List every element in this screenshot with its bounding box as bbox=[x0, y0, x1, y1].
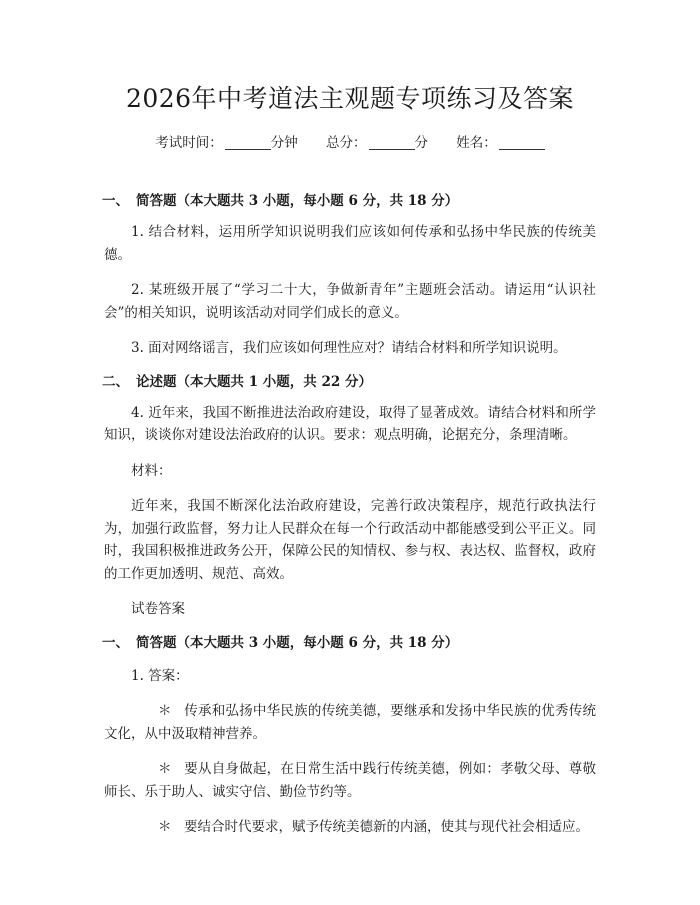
name-label: 姓名： bbox=[456, 135, 497, 151]
bullet-star-icon: ＊ bbox=[158, 703, 172, 719]
time-unit: 分钟 bbox=[270, 135, 298, 151]
name-field bbox=[456, 135, 545, 151]
section-heading-1 bbox=[102, 191, 596, 211]
page-title: 2026年中考道法主观题专项练习及答案 bbox=[125, 84, 575, 113]
score-label: 总分： bbox=[326, 135, 367, 151]
bullet-text: 要结合时代要求，赋予传统美德新的内涵，使其与现代社会相适应。 bbox=[184, 819, 589, 835]
bullet-text: 传承和弘扬中华民族的传统美德，要继承和发扬中华民族的优秀传统文化，从中汲取精神营养。 bbox=[104, 703, 596, 742]
section-title: 简答题（本大题共 3 小题，每小题 6 分，共 18 分） bbox=[136, 634, 459, 651]
answer-section-heading-1 bbox=[102, 633, 596, 653]
section-heading-2 bbox=[102, 372, 596, 392]
bullet-star-icon: ＊ bbox=[158, 761, 172, 777]
question-3: 3. 面对网络谣言，我们应该如何理性应对？请结合材料和所学知识说明。 bbox=[131, 340, 567, 356]
exam-info bbox=[104, 133, 596, 153]
answers-label: 试卷答案 bbox=[131, 601, 185, 617]
answer-bullet bbox=[104, 700, 596, 745]
time-field bbox=[155, 135, 298, 151]
bullet-star-icon: ＊ bbox=[158, 819, 172, 835]
material-label: 材料： bbox=[131, 462, 172, 479]
section-number: 一、 bbox=[102, 193, 129, 209]
section-title: 简答题（本大题共 3 小题，每小题 6 分，共 18 分） bbox=[136, 193, 459, 209]
question-1: 1. 结合材料，运用所学知识说明我们应该如何传承和弘扬中华民族的传统美德。 bbox=[104, 224, 596, 263]
answer-bullet bbox=[104, 816, 596, 839]
question-2: 2. 某班级开展了“学习二十大，争做新青年”主题班会活动。请运用“认识社会”的相关知识，说明该活动对同学们成长的意义。 bbox=[104, 282, 596, 321]
answer-bullet bbox=[104, 758, 596, 803]
section-number: 二、 bbox=[102, 373, 129, 390]
score-blank bbox=[369, 135, 415, 150]
answer-1-label: 1. 答案： bbox=[131, 667, 189, 684]
score-unit: 分 bbox=[414, 135, 428, 151]
time-blank bbox=[225, 135, 271, 150]
name-blank bbox=[499, 135, 545, 150]
material-text: 近年来，我国不断深化法治政府建设，完善行政决策程序，规范行政执法行为，加强行政监督，努力让人民群众在每一个行政活动中都能感受到公平正义。同时，我国积极推进政务公开，保障公民的知情权、参与权、表达权、监督权，政府的工作更加透明、规范、高效。 bbox=[104, 498, 596, 582]
bullet-text: 要从自身做起，在日常生活中践行传统美德，例如：孝敬父母、尊敬师长、乐于助人、诚实守信、勤俭节约等。 bbox=[104, 761, 596, 800]
section-title: 论述题（本大题共 1 小题，共 22 分） bbox=[136, 373, 372, 390]
time-label: 考试时间： bbox=[155, 135, 223, 151]
section-number: 一、 bbox=[102, 634, 129, 651]
question-4: 4. 近年来，我国不断推进法治政府建设，取得了显著成效。请结合材料和所学知识，谈谈你对建设法治政府的认识。要求：观点明确，论据充分，条理清晰。 bbox=[104, 404, 596, 443]
score-field bbox=[326, 135, 428, 151]
